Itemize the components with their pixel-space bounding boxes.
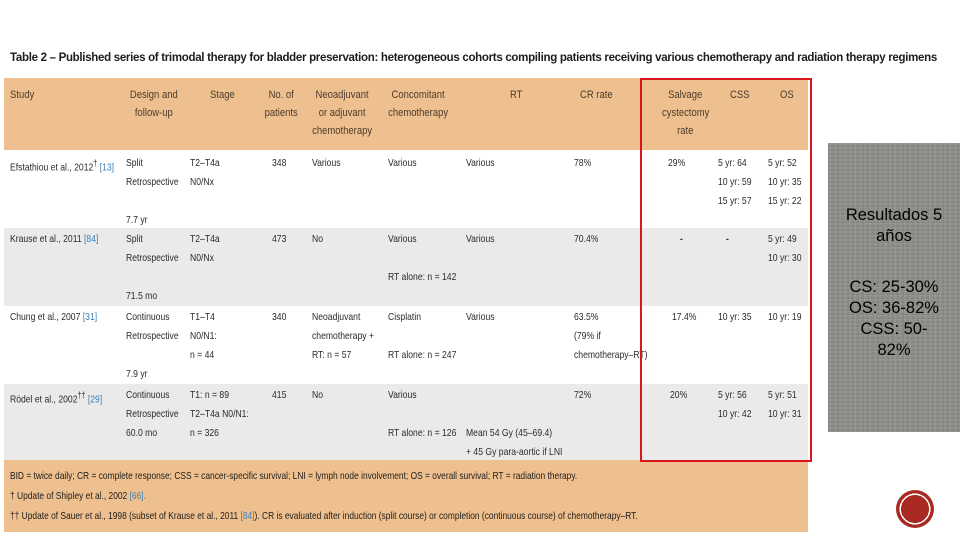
neoadjuvant-cell: No [312,233,324,245]
stage-cell: T2–T4a N0/Nx [190,233,220,264]
header-stage: Stage [210,89,235,101]
css-cell: 10 yr: 35 [718,311,752,323]
cr-cell: 63.5% (79% if chemotherapy–RT) [574,311,648,361]
header-study: Study [10,89,35,101]
header-css: CSS [730,89,750,101]
header-design: Design and follow-up [129,89,178,119]
study-cell: Chung et al., 2007 [31] [10,311,98,323]
design-cell: Split Retrospective 7.7 yr [126,157,179,226]
patients-cell: 340 [272,311,287,323]
rt-cell: Mean 54 Gy (45–69.4) + 45 Gy para-aortic if LNI [466,427,563,458]
dagger-footnote: † Update of Shipley et al., 2002 [66]. [10,490,146,502]
cr-cell: 72% [574,389,592,401]
concomitant-cell: Various [388,157,417,169]
abbreviation-footnote: BID = twice daily; CR = complete response; CSS = cancer-specific survival; LNI = lymph node involvement; OS = overall survival; RT = radiation therapy. [10,470,578,482]
patients-cell: 415 [272,389,287,401]
neoadjuvant-cell: Various [312,157,341,169]
design-cell: Continuous Retrospective 7.9 yr [126,311,179,380]
header-neoadjuvant: Neoadjuvant or adjuvant chemotherapy [312,89,373,137]
circle-slide-number-icon[interactable] [896,490,934,528]
css-cell: 5 yr: 56 10 yr: 42 [718,389,752,420]
design-cell: Continuous Retrospective 60.0 mo [126,389,179,439]
salvage-cell: 20% [670,389,688,401]
concomitant-cell: Cisplatin RT alone: n = 247 [388,311,457,361]
salvage-cell: 17.4% [672,311,697,323]
table-label: Table 2 – [10,52,56,64]
patients-cell: 473 [272,233,287,245]
css-result-start: CSS: 50- [860,320,928,338]
header-patients: No. of patients [264,89,298,119]
stage-cell: T1: n = 89 T2–T4a N0/N1: n = 326 [190,389,249,439]
reference-link[interactable]: [13] [99,161,115,174]
cs-result: CS: 25-30% [849,278,939,296]
patients-cell: 348 [272,157,287,169]
results-heading: Resultados 5 años [845,206,943,245]
reference-link[interactable]: [31] [82,311,98,323]
salvage-survival-highlight-box [640,78,812,462]
rt-cell: Various [466,233,495,245]
os-cell: 5 yr: 49 10 yr: 30 [768,233,802,264]
study-cell: Efstathiou et al., 2012† [13] [10,158,115,174]
table-title [10,52,937,64]
reference-link[interactable]: [29] [87,393,103,406]
results-values [828,277,960,361]
os-result: OS: 36-82% [849,299,939,317]
table-footnotes [4,460,808,532]
header-os: OS [780,89,794,101]
os-cell: 10 yr: 19 [768,311,802,323]
reference-link[interactable]: [84] [240,510,255,522]
header-concomitant: Concomitant chemotherapy [388,89,449,119]
cr-cell: 78% [574,157,592,169]
table-title-text: Published series of trimodal therapy for bladder preservation: heterogeneous cohorts compiling patients receiving various chemotherapy and radiation therapy regimens [58,52,937,64]
study-cell: Rödel et al., 2002†† [29] [10,390,103,406]
salvage-cell: - [680,233,683,245]
os-cell: 5 yr: 51 10 yr: 31 [768,389,802,420]
salvage-cell: 29% [668,157,686,169]
study-cell: Krause et al., 2011 [84] [10,233,99,245]
neoadjuvant-cell: No [312,389,324,401]
css-cell: - [726,233,729,245]
reference-link[interactable]: [66]. [129,490,146,502]
double-dagger-footnote: †† Update of Sauer et al., 1998 (subset of Krause et al., 2011 [84]). CR is evaluated after induction (split course) or completion (continuous course) of chemotherapy–RT. [10,510,638,522]
rt-cell: Various [466,157,495,169]
results-summary-panel [828,143,960,432]
concomitant-cell: Various RT alone: n = 142 [388,233,457,283]
css-cell: 5 yr: 64 10 yr: 59 15 yr: 57 [718,157,752,207]
stage-cell: T1–T4 N0/N1: n = 44 [190,311,217,361]
neoadjuvant-cell: Neoadjuvant chemotherapy + RT: n = 57 [312,311,374,361]
reference-link[interactable]: [84] [84,233,99,245]
design-cell: Split Retrospective 71.5 mo [126,233,179,302]
stage-cell: T2–T4a N0/Nx [190,157,220,188]
rt-cell: Various [466,311,495,323]
header-rt: RT [510,89,523,101]
header-salvage: Salvage cystectomy rate [662,89,710,137]
concomitant-cell: Various RT alone: n = 126 [388,389,457,439]
os-cell: 5 yr: 52 10 yr: 35 15 yr: 22 [768,157,802,207]
cr-cell: 70.4% [574,233,599,245]
css-result-end: 82% [877,341,911,359]
header-cr-rate: CR rate [580,89,613,101]
